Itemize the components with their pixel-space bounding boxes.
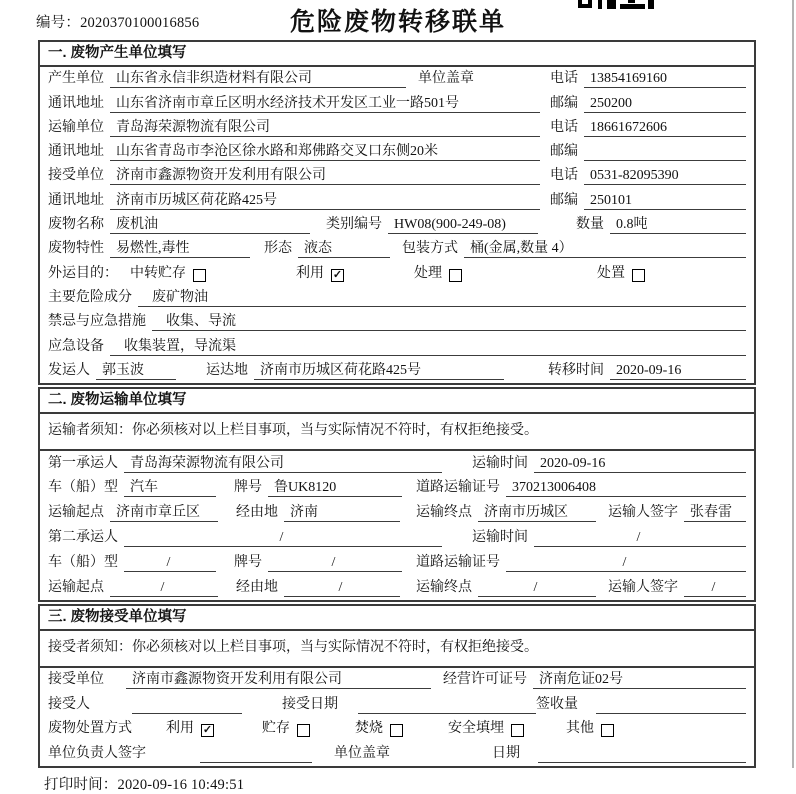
sign-quantity-value [596,696,746,714]
print-time-line [44,773,796,794]
disposal-method-label: 废物处置方式 [48,721,132,737]
acceptor-label: 接受人 [48,696,90,712]
destination-label: 运达地 [206,362,248,378]
acceptor-value [132,696,242,714]
unit-seal-label: 单位盖章 [418,71,474,87]
second-via-value: / [284,579,400,597]
transport-section [38,387,756,602]
emergency-equipment-label: 应急设备 [48,338,104,354]
serial-label: 编号： [36,15,81,31]
transport-unit-row [40,116,754,140]
first-carrier-label: 第一承运人 [48,455,118,471]
producer-zip-group [550,95,746,113]
license-label: 经营许可证号 [443,672,527,688]
producer-address-value: 山东省济南市章丘区明水经济技术开发区工业一路501号 [110,95,540,113]
transport-phone-group [550,119,746,137]
page-title: 危险废物转移联单 [289,8,507,36]
first-vehicle-row [40,476,754,501]
checkbox-label: 其他 [566,721,594,737]
destination-value: 济南市历城区荷花路425号 [254,362,504,380]
first-via-value: 济南 [284,504,400,522]
road-permit-label: 道路运输证号 [416,554,500,570]
second-carrier-sign-value: / [684,579,746,597]
emergency-measures-label: 禁忌与应急措施 [48,314,146,330]
hazard-components-label: 主要危险成分 [48,289,132,305]
second-permit-value: / [506,554,746,572]
transfer-purpose-label: 外运目的： [48,265,118,281]
checkbox-label: 处置 [597,265,625,281]
sign-quantity-label: 签收量 [536,696,578,712]
vehicle-type-label: 车（船）型 [48,554,118,570]
producer-section-heading: 一. 废物产生单位填写 [40,42,754,67]
checkbox-icon: ✓ [332,268,343,281]
receive-unit-label: 接受单位 [48,168,104,184]
emergency-equipment-value: 收集装置，导流渠 [110,338,746,356]
packing-value: 桶(金属,数量 4） [464,240,746,258]
checkbox-label: 焚烧 [355,721,383,737]
quantity-group [576,216,746,234]
shipper-value: 郭玉波 [96,362,176,380]
second-terminus-value: / [478,579,596,597]
transport-unit-value: 青岛海荣源物流有限公司 [110,119,540,137]
shipper-label: 发运人 [48,362,90,378]
first-vehicle-value: 汽车 [124,479,216,497]
first-carrier-time-value: 2020-09-16 [534,455,746,473]
receive-address-value: 济南市历城区荷花路425号 [110,192,540,210]
transport-time-label: 运输时间 [472,530,528,546]
transport-section-heading: 二. 废物运输单位填写 [40,389,754,414]
receive-zip-value: 250101 [584,192,746,210]
purpose-option-transfer-storage [130,265,206,283]
checkbox-label: 处理 [414,265,442,281]
license-value: 济南危证02号 [533,671,746,689]
first-terminus-value: 济南市历城区 [478,504,596,522]
hazard-components-row [40,286,754,310]
sign-quantity-group [536,696,746,714]
purpose-option-dispose [597,265,645,283]
qr-block [578,0,592,8]
receive-unit-value: 济南市鑫源物资开发利用有限公司 [110,167,540,185]
transport-zip-value [584,143,746,161]
qr-block [648,0,654,9]
accept-date-value [358,696,536,714]
qr-block [607,0,616,9]
transport-zip-group [550,143,746,161]
waste-name-label: 废物名称 [48,217,104,233]
phone-label: 电话 [550,71,578,87]
second-origin-value: / [110,579,218,597]
print-time-value: 2020-09-16 10:49:51 [117,776,245,793]
waste-traits-row [40,237,754,261]
quantity-value: 0.8吨 [610,216,746,234]
second-carrier-value: / [124,529,442,547]
carrier-sign-label: 运输人签字 [608,505,678,521]
road-permit-label: 道路运输证号 [416,480,500,496]
origin-label: 运输起点 [48,579,104,595]
quantity-label: 数量 [576,217,604,233]
checkbox-label: 利用 [166,721,194,737]
unit-seal-label: 单位盖章 [334,745,390,761]
first-carrier-time-group [472,455,746,473]
accept-date-label: 接受日期 [282,696,338,712]
terminus-label: 运输终点 [416,579,472,595]
receive-zip-group [550,192,746,210]
phone-label: 电话 [550,168,578,184]
first-carrier-value: 青岛海荣源物流有限公司 [124,455,442,473]
second-plate-value: / [268,554,402,572]
category-code-label: 类别编号 [326,217,382,233]
receive-address-row [40,188,754,212]
transport-address-value: 山东省青岛市李沧区徐水路和郑佛路交叉口东侧20米 [110,143,540,161]
first-permit-value: 370213006408 [506,479,746,497]
producer-unit-value: 山东省永信非织造材料有限公司 [110,70,406,88]
checkbox-icon: ✓ [202,724,213,737]
first-plate-value: 鲁UK8120 [268,479,402,497]
waste-name-value: 废机油 [110,216,310,234]
responsible-sign-label: 单位负责人签字 [48,745,146,761]
checkbox-label: 贮存 [262,721,290,737]
print-time-label: 打印时间： [44,776,118,793]
transporter-notice: 运输者须知：你必须核对以上栏目事项，当与实际情况不符时，有权拒绝接受。 [40,414,754,451]
checkbox-icon [297,724,310,737]
page-edge [792,0,794,768]
producer-address-row [40,91,754,115]
qr-code-fragment-icon [578,0,654,10]
address-label: 通讯地址 [48,192,104,208]
checkbox-label: 安全填埋 [448,721,504,737]
acceptor-row [40,692,754,717]
receiver-notice: 接受者须知：你必须核对以上栏目事项，当与实际情况不符时，有权拒绝接受。 [40,631,754,668]
carrier-sign-label: 运输人签字 [608,579,678,595]
receive-phone-group [550,167,746,185]
via-label: 经由地 [236,579,278,595]
vehicle-type-label: 车（船）型 [48,480,118,496]
qr-block [628,0,635,3]
disposal-option-landfill [448,720,524,738]
checkbox-icon [511,724,524,737]
physical-form-label: 形态 [264,241,292,257]
disposal-option-incinerate [355,720,403,738]
purpose-option-utilize [296,265,344,283]
hazard-components-value: 废矿物油 [138,289,746,307]
physical-form-value: 液态 [298,240,390,258]
responsible-sign-row [40,741,754,766]
serial-number: 2020370100016856 [80,15,200,31]
plate-number-label: 牌号 [234,480,262,496]
responsible-sign-value [200,745,312,763]
date-group [492,745,746,763]
producer-phone-group [550,70,746,88]
first-route-row [40,500,754,525]
document-header [0,0,796,40]
disposal-method-row [40,717,754,742]
transport-address-row [40,140,754,164]
checkbox-icon [193,269,206,282]
producer-unit-label: 产生单位 [48,71,104,87]
disposal-option-other [566,720,614,738]
checkbox-icon [449,269,462,282]
checkbox-label: 中转贮存 [130,265,186,281]
receiving-unit-row [40,668,754,693]
serial-number-line [36,11,199,32]
transport-time-label: 运输时间 [472,455,528,471]
second-carrier-time-group [472,529,746,547]
waste-traits-value: 易燃性,毒性 [110,240,250,258]
receive-section [38,604,756,768]
phone-label: 电话 [550,119,578,135]
address-label: 通讯地址 [48,95,104,111]
zip-label: 邮编 [550,95,578,111]
transfer-time-group [548,362,746,380]
address-label: 通讯地址 [48,144,104,160]
date-value [538,745,746,763]
terminus-label: 运输终点 [416,505,472,521]
transfer-purpose-row [40,261,754,285]
waste-name-row [40,213,754,237]
origin-label: 运输起点 [48,505,104,521]
disposal-option-utilize [166,720,214,738]
first-carrier-row [40,451,754,476]
producer-phone-value: 13854169160 [584,70,746,88]
checkbox-icon [601,724,614,737]
zip-label: 邮编 [550,192,578,208]
waste-traits-label: 废物特性 [48,241,104,257]
via-label: 经由地 [236,505,278,521]
second-carrier-label: 第二承运人 [48,530,118,546]
transport-unit-label: 运输单位 [48,119,104,135]
first-carrier-sign-value: 张春雷 [684,504,746,522]
emergency-measures-value: 收集、导流 [152,313,746,331]
transfer-time-label: 转移时间 [548,362,604,378]
plate-number-label: 牌号 [234,554,262,570]
date-label: 日期 [492,745,520,761]
receiving-unit-label: 接受单位 [48,672,104,688]
producer-unit-row [40,67,754,91]
first-origin-value: 济南市章丘区 [110,504,218,522]
transport-phone-value: 18661672606 [584,119,746,137]
second-carrier-time-value: / [534,529,746,547]
qr-block [620,4,645,9]
purpose-option-treat [414,265,462,283]
category-code-value: HW08(900-249-08) [388,216,538,234]
disposal-option-storage [262,720,310,738]
second-vehicle-value: / [124,554,216,572]
packing-label: 包装方式 [402,241,458,257]
emergency-equipment-row [40,334,754,358]
receive-unit-row [40,164,754,188]
second-vehicle-row [40,550,754,575]
second-carrier-row [40,525,754,550]
second-route-row [40,575,754,600]
checkbox-icon [390,724,403,737]
checkbox-icon [632,269,645,282]
receiving-unit-value: 济南市鑫源物资开发利用有限公司 [126,671,431,689]
producer-section [38,40,756,385]
emergency-measures-row [40,310,754,334]
zip-label: 邮编 [550,144,578,160]
receive-phone-value: 0531-82095390 [584,167,746,185]
shipper-row [40,359,754,383]
receive-section-heading: 三. 废物接受单位填写 [40,606,754,631]
checkbox-label: 利用 [296,265,324,281]
producer-zip-value: 250200 [584,95,746,113]
qr-block [598,0,602,9]
transfer-time-value: 2020-09-16 [610,362,746,380]
